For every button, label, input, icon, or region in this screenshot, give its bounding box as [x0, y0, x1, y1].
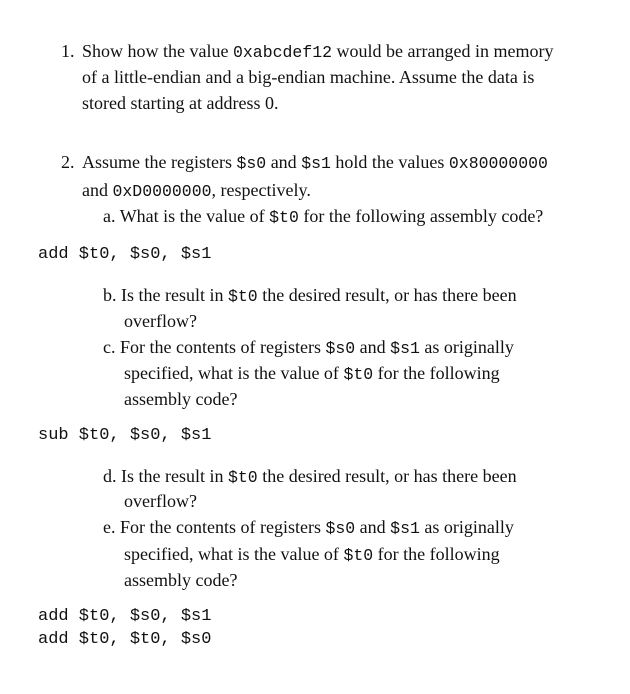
- register-t0: $t0: [227, 468, 258, 487]
- subquestion-d-line-2: overflow?: [124, 491, 197, 511]
- subquestion-e: e. For the contents of registers $s0 and $s1 as originally: [103, 517, 514, 538]
- hex-value-1: 0x80000000: [448, 154, 548, 173]
- register-t0: $t0: [343, 365, 374, 384]
- code-block-1: add $t0, $s0, $s1: [38, 245, 212, 264]
- hex-value: 0xabcdef12: [232, 43, 333, 62]
- register-t0: $t0: [269, 208, 299, 227]
- question-1-line-1: Show how the value 0xabcdef12 would be arranged in memory: [82, 41, 554, 62]
- subquestion-d-label: d.: [103, 466, 117, 486]
- subquestion-a: a. What is the value of $t0 for the following assembly code?: [103, 206, 544, 227]
- register-s1: $s1: [301, 154, 331, 173]
- subquestion-d: d. Is the result in $t0 the desired result, or has there been: [103, 466, 517, 487]
- subquestion-c: c. For the contents of registers $s0 and $s1 as originally: [103, 337, 514, 358]
- code-block-3-line-2: add $t0, $t0, $s0: [38, 630, 212, 649]
- register-s1: $s1: [390, 519, 420, 538]
- subquestion-b-label: b.: [103, 285, 117, 305]
- subquestion-b: b. Is the result in $t0 the desired result, or has there been: [103, 285, 517, 306]
- register-s0: $s0: [325, 519, 356, 538]
- subquestion-e-label: e.: [103, 517, 116, 537]
- subquestion-c-label: c.: [103, 337, 116, 357]
- subquestion-c-line-3: assembly code?: [124, 389, 238, 409]
- code-block-3-line-1: add $t0, $s0, $s1: [38, 607, 212, 626]
- code-block-2: sub $t0, $s0, $s1: [38, 426, 212, 445]
- question-1-line-3: stored starting at address 0.: [82, 93, 279, 113]
- register-s0: $s0: [325, 339, 356, 358]
- question-2-line-1: Assume the registers $s0 and $s1 hold the values 0x80000000: [82, 152, 548, 173]
- register-s1: $s1: [390, 339, 420, 358]
- subquestion-b-line-2: overflow?: [124, 311, 197, 331]
- question-2-number: 2.: [61, 152, 75, 172]
- register-s0: $s0: [236, 154, 267, 173]
- subquestion-a-label: a.: [103, 206, 116, 226]
- subquestion-e-line-2: specified, what is the value of $t0 for the following: [124, 544, 500, 565]
- subquestion-c-line-2: specified, what is the value of $t0 for the following: [124, 363, 500, 384]
- subquestion-e-line-3: assembly code?: [124, 570, 238, 590]
- question-1-line-2: of a little-endian and a big-endian machine. Assume the data is: [82, 67, 535, 87]
- question-1-number: 1.: [61, 41, 75, 61]
- register-t0: $t0: [227, 287, 258, 306]
- question-2-line-2: and 0xD0000000, respectively.: [82, 180, 311, 201]
- register-t0: $t0: [343, 546, 374, 565]
- hex-value-2: 0xD0000000: [112, 182, 212, 201]
